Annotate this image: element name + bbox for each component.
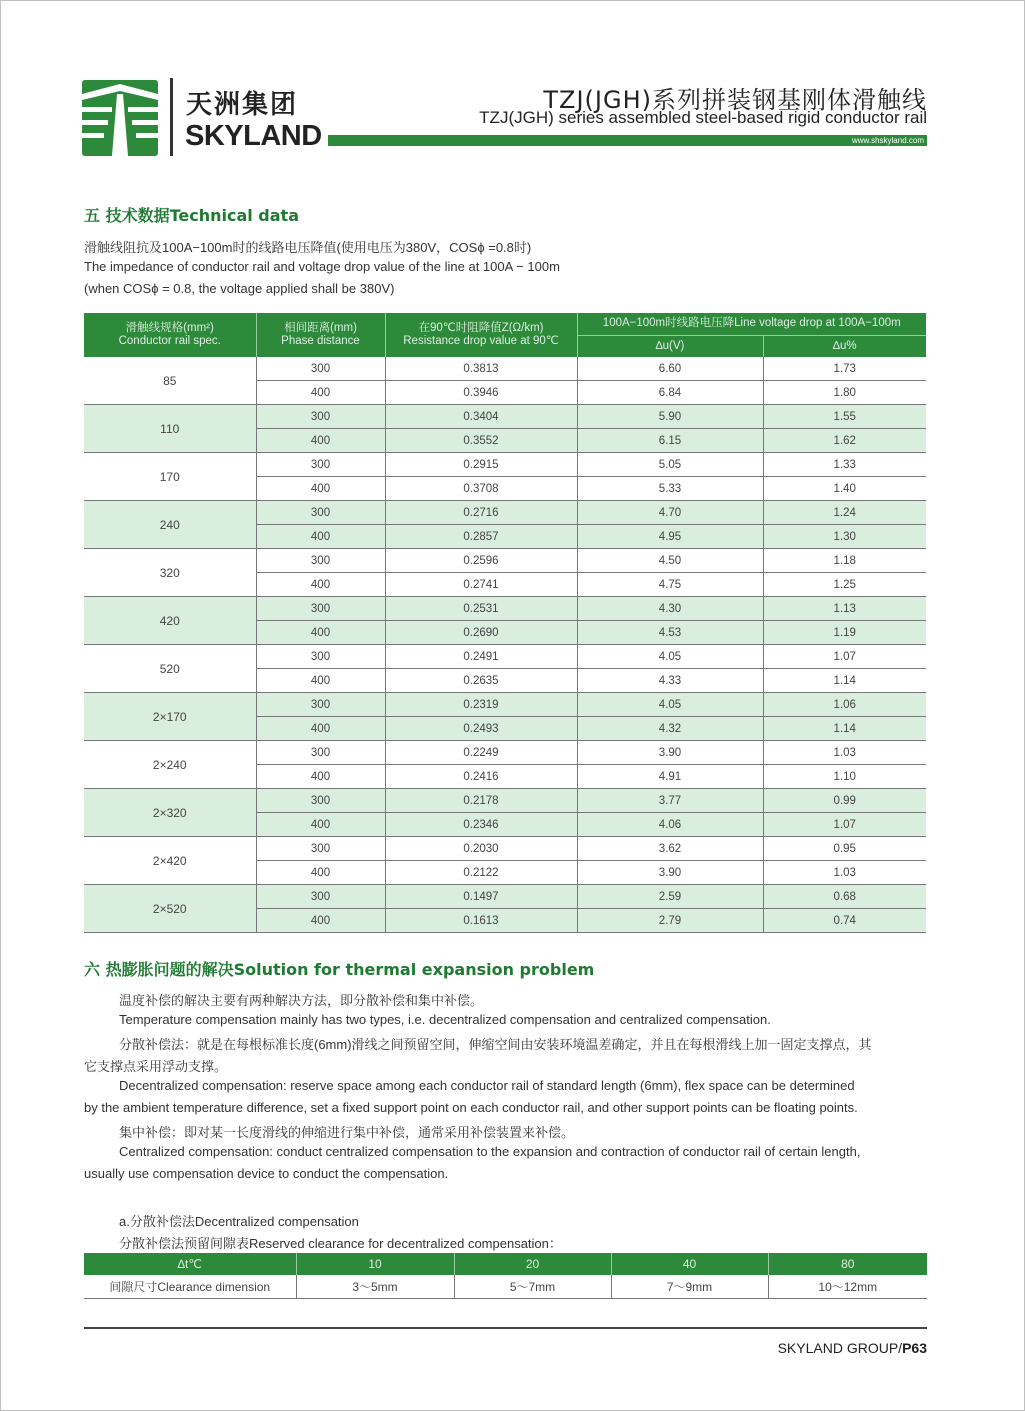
cell-spec: 2×170 (84, 693, 256, 741)
cell-phase: 300 (256, 741, 385, 765)
cell-du: 6.60 (577, 357, 763, 381)
cell-du-percent: 1.03 (763, 741, 926, 765)
cell-du: 4.30 (577, 597, 763, 621)
table-row (84, 693, 926, 717)
footer-page-number: P63 (902, 1340, 927, 1356)
cell-resistance: 0.2635 (385, 669, 577, 693)
section6-p5: 集中补偿：即对某一长度滑线的伸缩进行集中补偿，通常采用补偿装置来补偿。 (119, 1125, 575, 1140)
cell-du-percent: 1.14 (763, 717, 926, 741)
table-row (84, 597, 926, 621)
section6-p4b: by the ambient temperature difference, set a fixed support point on each conductor rail, and other support points can be floating points. (84, 1100, 858, 1115)
cell-du: 4.06 (577, 813, 763, 837)
cell-resistance: 0.1613 (385, 909, 577, 933)
section5-intro-en-2: (when COSϕ = 0.8, the voltage applied shall be 380V) (84, 281, 395, 296)
cell-phase: 400 (256, 861, 385, 885)
cell-resistance: 0.1497 (385, 885, 577, 909)
cell-phase: 300 (256, 453, 385, 477)
cell-spec: 2×520 (84, 885, 256, 933)
cell-du-percent: 1.03 (763, 861, 926, 885)
cell-du: 6.84 (577, 381, 763, 405)
section-technical-data-title: 五 技术数据Technical data (84, 206, 299, 225)
table-row (84, 549, 926, 573)
cell-phase: 300 (256, 693, 385, 717)
cell-phase: 400 (256, 669, 385, 693)
cell-spec: 420 (84, 597, 256, 645)
cell-du: 3.90 (577, 741, 763, 765)
header-du-percent: ∆u% (763, 335, 926, 357)
cell-du: 4.95 (577, 525, 763, 549)
cell-du: 5.90 (577, 405, 763, 429)
cell-du-percent: 1.13 (763, 597, 926, 621)
section6-p1: 温度补偿的解决主要有两种解决方法，即分散补偿和集中补偿。 (119, 993, 484, 1008)
cell-resistance: 0.3404 (385, 405, 577, 429)
cell-spec: 520 (84, 645, 256, 693)
cell-du: 4.33 (577, 669, 763, 693)
cell-du-percent: 1.18 (763, 549, 926, 573)
table-row (84, 405, 926, 429)
product-title-en: TZJ(JGH) series assembled steel-based rigid conductor rail (479, 108, 927, 127)
cell-phase: 400 (256, 813, 385, 837)
section5-intro-cn: 滑触线阻抗及100A−100m时的线路电压降值(使用电压为380V，COSϕ =0.8时) (84, 240, 532, 255)
cell-spec: 2×320 (84, 789, 256, 837)
cell-phase: 300 (256, 885, 385, 909)
header-resistance-en: Resistance drop value at 90℃ (403, 335, 559, 347)
cell-resistance: 0.2319 (385, 693, 577, 717)
clearance-row-label: 间隙尺寸Clearance dimension (84, 1275, 296, 1299)
cell-du-percent: 1.24 (763, 501, 926, 525)
clearance-header-10: 10 (296, 1253, 454, 1275)
clearance-value-20: 5～7mm (454, 1275, 611, 1299)
cell-du-percent: 0.95 (763, 837, 926, 861)
header-spec (84, 313, 256, 357)
cell-resistance: 0.2716 (385, 501, 577, 525)
clearance-table-caption: 分散补偿法预留间隙表Reserved clearance for decentralized compensation： (119, 1236, 562, 1251)
cell-du: 3.77 (577, 789, 763, 813)
header-spec-cn: 滑触线规格(mm²) (125, 322, 214, 334)
footer-page-label (778, 1340, 927, 1356)
cell-resistance: 0.2030 (385, 837, 577, 861)
cell-resistance: 0.2346 (385, 813, 577, 837)
logo-divider (170, 78, 173, 156)
cell-resistance: 0.2491 (385, 645, 577, 669)
cell-du-percent: 0.74 (763, 909, 926, 933)
cell-du: 4.53 (577, 621, 763, 645)
cell-phase: 300 (256, 597, 385, 621)
cell-phase: 400 (256, 765, 385, 789)
table-row (84, 837, 926, 861)
section6-p4a: Decentralized compensation: reserve space among each conductor rail of standard length (6mm), flex space can be determined (119, 1078, 855, 1093)
header-phase-cn: 相间距离(mm) (284, 322, 357, 334)
cell-resistance: 0.2690 (385, 621, 577, 645)
section6-p2: Temperature compensation mainly has two types, i.e. decentralized compensation and centralized compensation. (119, 1012, 771, 1027)
cell-resistance: 0.2416 (385, 765, 577, 789)
section6-p6a: Centralized compensation: conduct centralized compensation to the expansion and contraction of conductor rail of certain length, (119, 1144, 861, 1159)
cell-du: 4.50 (577, 549, 763, 573)
cell-spec: 110 (84, 405, 256, 453)
header-voltage-drop: 100A−100m时线路电压降Line voltage drop at 100A−100m (577, 313, 926, 335)
logo-en-text: SKYLAND (185, 120, 322, 152)
cell-du: 6.15 (577, 429, 763, 453)
clearance-header-dt: ∆t℃ (84, 1253, 296, 1275)
cell-resistance: 0.2531 (385, 597, 577, 621)
cell-du-percent: 1.19 (763, 621, 926, 645)
clearance-header-80: 80 (768, 1253, 927, 1275)
cell-resistance: 0.2915 (385, 453, 577, 477)
clearance-header-20: 20 (454, 1253, 611, 1275)
cell-du-percent: 1.06 (763, 693, 926, 717)
cell-phase: 300 (256, 549, 385, 573)
cell-resistance: 0.2741 (385, 573, 577, 597)
cell-du-percent: 1.33 (763, 453, 926, 477)
cell-phase: 400 (256, 909, 385, 933)
clearance-header-40: 40 (611, 1253, 768, 1275)
cell-du-percent: 1.55 (763, 405, 926, 429)
cell-phase: 400 (256, 717, 385, 741)
section6-p3b: 它支撑点采用浮动支撑。 (84, 1059, 228, 1074)
cell-du-percent: 1.14 (763, 669, 926, 693)
cell-du-percent: 0.68 (763, 885, 926, 909)
cell-phase: 400 (256, 573, 385, 597)
cell-phase: 300 (256, 501, 385, 525)
cell-phase: 300 (256, 789, 385, 813)
clearance-value-10: 3～5mm (296, 1275, 454, 1299)
table-row (84, 501, 926, 525)
cell-spec: 240 (84, 501, 256, 549)
section5-intro-en: The impedance of conductor rail and voltage drop value of the line at 100A − 100m (84, 259, 560, 274)
cell-phase: 300 (256, 357, 385, 381)
cell-du-percent: 1.80 (763, 381, 926, 405)
cell-resistance: 0.2857 (385, 525, 577, 549)
footer-group: SKYLAND GROUP/ (777, 1340, 903, 1356)
table-row (84, 885, 926, 909)
table-row (84, 645, 926, 669)
cell-resistance: 0.2596 (385, 549, 577, 573)
clearance-table (84, 1253, 927, 1299)
cell-du: 4.05 (577, 693, 763, 717)
clearance-value-40: 7～9mm (611, 1275, 768, 1299)
cell-du: 2.59 (577, 885, 763, 909)
section6-p3a: 分散补偿法：就是在每根标准长度(6mm)滑线之间预留空间，伸缩空间由安装环境温差确定，并且在每根滑线上加一固定支撑点，其 (119, 1037, 872, 1052)
cell-du-percent: 1.25 (763, 573, 926, 597)
cell-du: 4.75 (577, 573, 763, 597)
cell-spec: 320 (84, 549, 256, 597)
table-row (84, 453, 926, 477)
cell-du-percent: 1.30 (763, 525, 926, 549)
table-row (84, 741, 926, 765)
cell-du-percent: 1.62 (763, 429, 926, 453)
cell-resistance: 0.2178 (385, 789, 577, 813)
cell-resistance: 0.3946 (385, 381, 577, 405)
skyland-logo-icon (82, 80, 158, 156)
cell-spec: 85 (84, 357, 256, 405)
cell-du: 5.33 (577, 477, 763, 501)
cell-spec: 2×240 (84, 741, 256, 789)
clearance-value-80: 10～12mm (768, 1275, 927, 1299)
cell-du-percent: 1.40 (763, 477, 926, 501)
header-spec-en: Conductor rail spec. (118, 335, 221, 347)
header-du: ∆u(V) (577, 335, 763, 357)
cell-resistance: 0.2122 (385, 861, 577, 885)
cell-phase: 400 (256, 381, 385, 405)
header-phase-en: Phase distance (281, 335, 360, 347)
cell-du: 3.62 (577, 837, 763, 861)
cell-resistance: 0.2493 (385, 717, 577, 741)
cell-du: 4.91 (577, 765, 763, 789)
technical-data-table (84, 313, 926, 933)
cell-resistance: 0.2249 (385, 741, 577, 765)
cell-du-percent: 1.07 (763, 645, 926, 669)
header-green-bar (328, 135, 927, 146)
cell-spec: 2×420 (84, 837, 256, 885)
section6-p6b: usually use compensation device to conduct the compensation. (84, 1166, 449, 1181)
cell-du: 3.90 (577, 861, 763, 885)
product-title-cn: TZJ(JGH)系列拼装钢基刚体滑触线 (543, 86, 927, 114)
cell-phase: 300 (256, 405, 385, 429)
website-url: www.shskyland.com (851, 136, 924, 145)
cell-du: 4.05 (577, 645, 763, 669)
cell-du: 5.05 (577, 453, 763, 477)
cell-phase: 400 (256, 621, 385, 645)
table-row (84, 357, 926, 381)
cell-phase: 400 (256, 429, 385, 453)
cell-resistance: 0.3813 (385, 357, 577, 381)
cell-du-percent: 0.99 (763, 789, 926, 813)
cell-du: 4.70 (577, 501, 763, 525)
cell-du-percent: 1.10 (763, 765, 926, 789)
section-thermal-expansion-title: 六 热膨胀问题的解决Solution for thermal expansion problem (84, 960, 595, 979)
cell-du: 2.79 (577, 909, 763, 933)
table-row (84, 789, 926, 813)
cell-resistance: 0.3552 (385, 429, 577, 453)
header-phase (256, 313, 385, 357)
cell-du-percent: 1.07 (763, 813, 926, 837)
cell-phase: 400 (256, 525, 385, 549)
cell-resistance: 0.3708 (385, 477, 577, 501)
cell-phase: 400 (256, 477, 385, 501)
decentralized-subtitle: a.分散补偿法Decentralized compensation (119, 1214, 359, 1229)
header-resistance-cn: 在90℃时阻降值Z(Ω/km) (418, 322, 544, 334)
cell-spec: 170 (84, 453, 256, 501)
cell-du: 4.32 (577, 717, 763, 741)
logo-cn-text: 天洲集团 (186, 90, 299, 120)
header-resistance (385, 313, 577, 357)
cell-phase: 300 (256, 645, 385, 669)
cell-du-percent: 1.73 (763, 357, 926, 381)
footer-divider (84, 1327, 927, 1329)
cell-phase: 300 (256, 837, 385, 861)
